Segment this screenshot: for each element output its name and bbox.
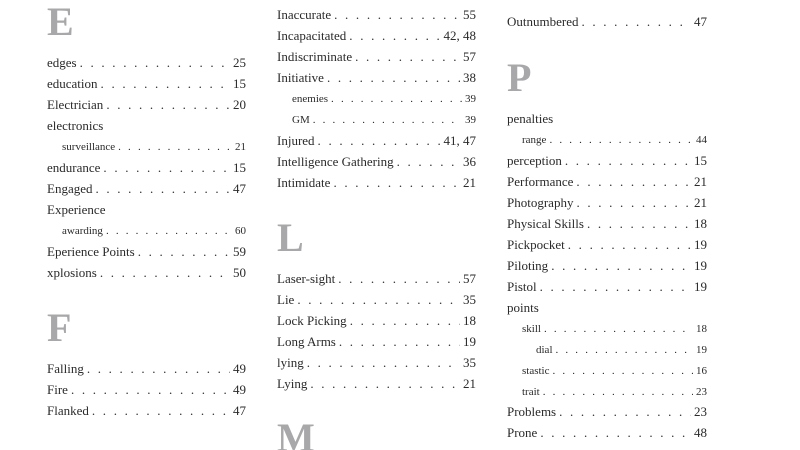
entry-page: 47: [694, 14, 707, 29]
entry-page: 57: [463, 271, 476, 286]
entry-label: Fire: [47, 382, 68, 397]
entry-label: skill: [522, 323, 541, 335]
entry-label: Physical Skills: [507, 216, 584, 231]
entry-page: 44: [696, 134, 707, 146]
index-entry-heading: penalties: [507, 111, 554, 126]
entry-page: 15: [233, 160, 246, 175]
entry-label: Lie: [277, 292, 295, 307]
entry-page: 23: [696, 386, 707, 398]
leader-dots: [307, 354, 460, 372]
leader-dots: [334, 6, 460, 24]
entry-label: Electrician: [47, 97, 104, 112]
leader-dots: [338, 270, 460, 288]
entry-page: 42, 48: [443, 28, 476, 43]
leader-dots: [540, 278, 691, 296]
index-entry: [277, 354, 476, 372]
entry-label: dial: [536, 344, 553, 356]
index-entry: [277, 174, 476, 192]
index-entry-heading: Experience: [47, 202, 106, 217]
entry-page: 49: [233, 361, 246, 376]
entry-page: 48: [694, 425, 707, 440]
leader-dots: [339, 333, 460, 351]
leader-dots: [540, 424, 691, 442]
entry-label: Outnumbered: [507, 14, 579, 29]
leader-dots: [297, 291, 460, 309]
leader-dots: [581, 13, 691, 31]
leader-dots: [103, 159, 230, 177]
index-subentry: [522, 320, 707, 338]
entry-page: 23: [694, 404, 707, 419]
leader-dots: [310, 375, 460, 393]
entry-label: Flanked: [47, 403, 89, 418]
entry-page: 19: [694, 258, 707, 273]
entry-page: 18: [694, 216, 707, 231]
entry-page: 47: [233, 403, 246, 418]
index-entry: [47, 96, 246, 114]
entry-label: perception: [507, 153, 562, 168]
leader-dots: [100, 264, 230, 282]
index-entry: [47, 360, 246, 378]
index-entry: [47, 243, 246, 261]
index-subentry: [292, 90, 476, 108]
entry-page: 49: [233, 382, 246, 397]
entry-label: Eperience Points: [47, 244, 135, 259]
entry-label: Prone: [507, 425, 538, 440]
entry-page: 16: [696, 365, 707, 377]
leader-dots: [350, 312, 460, 330]
index-entry: [507, 173, 707, 191]
leader-dots: [106, 222, 232, 240]
entry-page: 21: [463, 376, 476, 391]
leader-dots: [355, 48, 460, 66]
entry-page: 21: [694, 195, 707, 210]
leader-dots: [556, 341, 694, 359]
section-letter-f: F: [47, 305, 72, 350]
entry-label: Indiscriminate: [277, 49, 353, 64]
entry-label: edges: [47, 55, 77, 70]
entry-label: Intelligence Gathering: [277, 154, 394, 169]
entry-label: awarding: [62, 225, 103, 237]
entry-page: 20: [233, 97, 246, 112]
entry-label: Pickpocket: [507, 237, 565, 252]
index-subentry: [292, 111, 476, 129]
entry-page: 18: [696, 323, 707, 335]
entry-page: 19: [696, 344, 707, 356]
leader-dots: [549, 131, 693, 149]
entry-page: 59: [233, 244, 246, 259]
leader-dots: [327, 69, 460, 87]
entry-page: 21: [235, 141, 246, 153]
index-entry: [507, 236, 707, 254]
entry-label: Engaged: [47, 181, 93, 196]
index-entry-heading: electronics: [47, 118, 104, 133]
entry-page: 15: [233, 76, 246, 91]
index-entry: [507, 215, 707, 233]
entry-page: 35: [463, 355, 476, 370]
entry-page: 19: [694, 237, 707, 252]
leader-dots: [313, 111, 462, 129]
leader-dots: [333, 174, 460, 192]
entry-page: 55: [463, 7, 476, 22]
leader-dots: [71, 381, 230, 399]
entry-label: Incapacitated: [277, 28, 347, 43]
index-subentry: [62, 222, 246, 240]
entry-label: Problems: [507, 404, 557, 419]
entry-label: lying: [277, 355, 304, 370]
entry-label: education: [47, 76, 98, 91]
index-entry: [47, 180, 246, 198]
entry-label: range: [522, 134, 547, 146]
index-entry: [277, 270, 476, 288]
entry-label: Initiative: [277, 70, 324, 85]
entry-label: Pistol: [507, 279, 537, 294]
entry-page: 35: [463, 292, 476, 307]
leader-dots: [559, 403, 691, 421]
leader-dots: [543, 383, 693, 401]
leader-dots: [576, 194, 691, 212]
index-entry: [507, 278, 707, 296]
index-subentry: [522, 131, 707, 149]
leader-dots: [138, 243, 230, 261]
leader-dots: [106, 96, 230, 114]
index-entry: [277, 6, 476, 24]
leader-dots: [544, 320, 693, 338]
leader-dots: [92, 402, 230, 420]
leader-dots: [80, 54, 230, 72]
entry-label: Photography: [507, 195, 574, 210]
index-entry: [47, 75, 246, 93]
index-entry: [277, 291, 476, 309]
entry-label: Lock Picking: [277, 313, 347, 328]
leader-dots: [568, 236, 691, 254]
section-letter-p: P: [507, 55, 532, 100]
entry-page: 41, 47: [443, 133, 476, 148]
entry-label: enemies: [292, 93, 329, 105]
index-subentry: [522, 362, 707, 380]
index-entry: [277, 153, 476, 171]
entry-page: 57: [463, 49, 476, 64]
index-entry: [277, 375, 476, 393]
entry-label: surveillance: [62, 141, 116, 153]
entry-label: Performance: [507, 174, 574, 189]
entry-page: 36: [463, 154, 476, 169]
entry-page: 19: [463, 334, 476, 349]
leader-dots: [118, 138, 232, 156]
index-subentry: [62, 138, 246, 156]
entry-page: 47: [233, 181, 246, 196]
index-entry: [277, 48, 476, 66]
entry-label: stastic: [522, 365, 550, 377]
section-letter-m: M: [277, 415, 315, 450]
index-entry: [277, 132, 476, 150]
leader-dots: [87, 360, 230, 378]
entry-page: 15: [694, 153, 707, 168]
entry-page: 19: [694, 279, 707, 294]
leader-dots: [576, 173, 691, 191]
index-entry: [507, 194, 707, 212]
index-entry: [47, 54, 246, 72]
entry-label: Long Arms: [277, 334, 336, 349]
index-entry: [277, 312, 476, 330]
leader-dots: [101, 75, 230, 93]
index-entry: [507, 13, 707, 31]
entry-label: Falling: [47, 361, 84, 376]
leader-dots: [565, 152, 691, 170]
leader-dots: [397, 153, 460, 171]
index-entry: [277, 27, 476, 45]
entry-page: 38: [463, 70, 476, 85]
leader-dots: [349, 27, 440, 45]
index-entry: [277, 69, 476, 87]
entry-label: xplosions: [47, 265, 97, 280]
entry-page: 25: [233, 55, 246, 70]
entry-label: trait: [522, 386, 540, 398]
leader-dots: [95, 180, 230, 198]
index-entry: [507, 152, 707, 170]
entry-label: Intimidate: [277, 175, 331, 190]
entry-page: 18: [463, 313, 476, 328]
entry-label: endurance: [47, 160, 101, 175]
index-entry: [277, 333, 476, 351]
section-letter-l: L: [277, 215, 304, 260]
index-entry-heading: points: [507, 300, 539, 315]
entry-label: Injured: [277, 133, 315, 148]
entry-label: Laser-sight: [277, 271, 336, 286]
entry-label: Piloting: [507, 258, 549, 273]
entry-label: Lying: [277, 376, 308, 391]
entry-label: Inaccurate: [277, 7, 332, 22]
index-entry: [47, 381, 246, 399]
entry-page: 39: [465, 114, 476, 126]
entry-page: 39: [465, 93, 476, 105]
leader-dots: [331, 90, 462, 108]
leader-dots: [553, 362, 694, 380]
index-entry: [507, 424, 707, 442]
entry-page: 21: [463, 175, 476, 190]
index-entry: [507, 403, 707, 421]
leader-dots: [551, 257, 691, 275]
entry-label: GM: [292, 114, 310, 126]
index-entry: [47, 402, 246, 420]
index-subentry: [536, 341, 707, 359]
entry-page: 50: [233, 265, 246, 280]
index-entry: [47, 159, 246, 177]
section-letter-e: E: [47, 0, 74, 44]
leader-dots: [587, 215, 691, 233]
leader-dots: [318, 132, 441, 150]
index-entry: [47, 264, 246, 282]
entry-page: 60: [235, 225, 246, 237]
entry-page: 21: [694, 174, 707, 189]
index-entry: [507, 257, 707, 275]
index-subentry: [522, 383, 707, 401]
